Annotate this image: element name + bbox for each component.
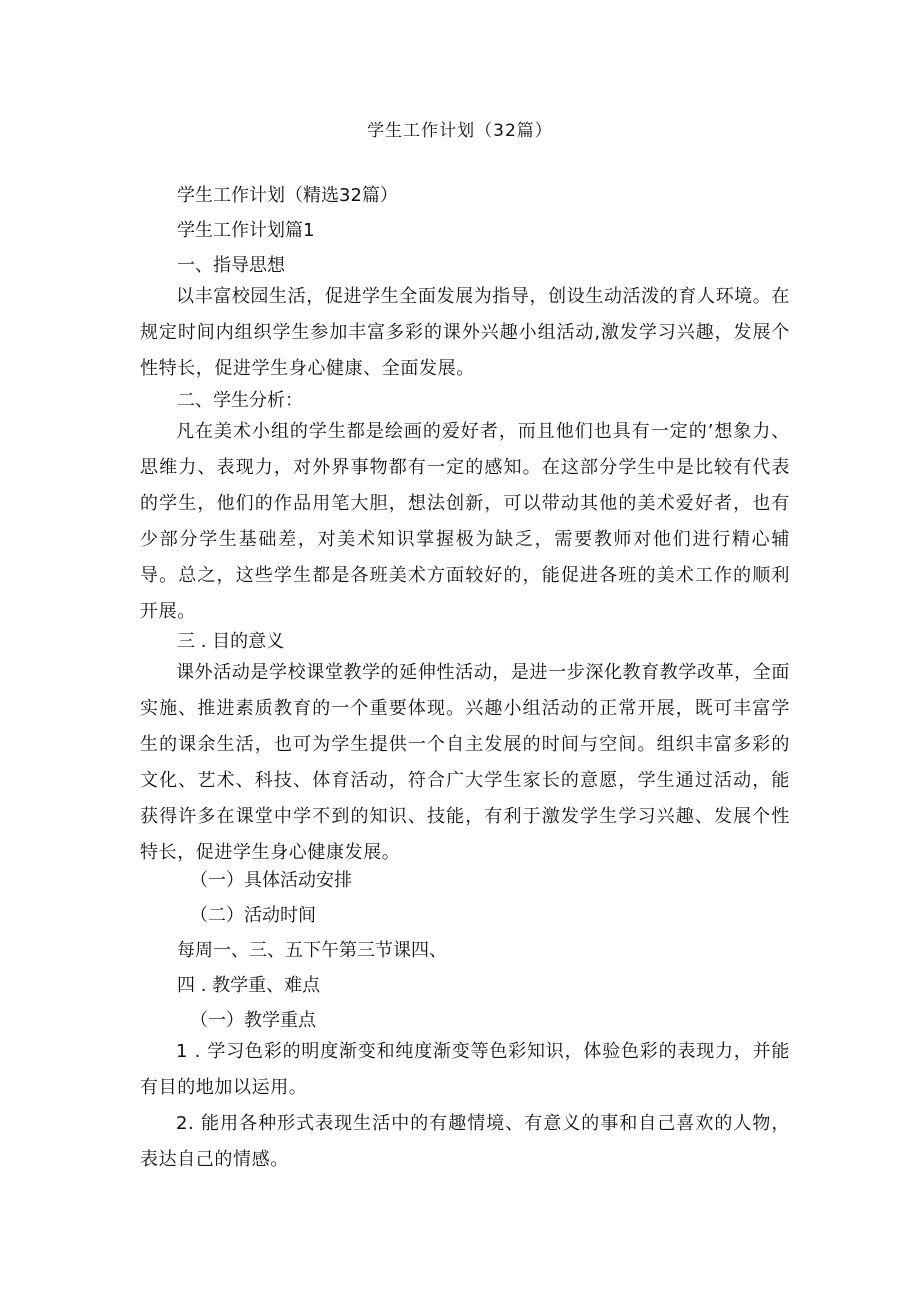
paragraph-student-analysis: 凡在美术小组的学生都是绘画的爱好者，而且他们也具有一定的’想象力、思维力、表现力，对外界事物都有一定的感知。在这部分学生中是比较有代表的学生，他们的作品用笔大胆，想法创新，可以带动其他的美术爱好者，也有少部分学生基础差，对美术知识掌握极为缺乏，需要教师对他们进行精心辅导。总之，这些学生都是各班美术方面较好的，能促进各班的美术工作的顺利开展。 bbox=[140, 421, 790, 622]
sub-heading-activity-time: （二）活动时间 bbox=[190, 905, 316, 926]
document-subtitle: 学生工作计划（精选32篇） bbox=[177, 185, 398, 206]
schedule-line: 每周一、三、五下午第三节课四、 bbox=[177, 940, 447, 961]
heading-student-analysis: 二、学生分析： bbox=[177, 390, 303, 411]
heading-guiding-thought: 一、指导思想 bbox=[177, 255, 285, 276]
section-title: 学生工作计划篇1 bbox=[177, 220, 315, 241]
list-item-2: 2. 能用各种形式表现生活中的有趣情境、有意义的事和自己喜欢的人物，表达自己的情感。 bbox=[140, 1113, 790, 1170]
paragraph-guiding-thought: 以丰富校园生活，促进学生全面发展为指导，创设生动活泼的育人环境。在规定时间内组织学生参加丰富多彩的课外兴趣小组活动,激发学习兴趣，发展个性特长，促进学生身心健康、全面发展。 bbox=[140, 286, 790, 379]
heading-teaching-focus: 四 . 教学重、难点 bbox=[177, 975, 321, 996]
sub-heading-activity-arrangement: （一）具体活动安排 bbox=[190, 870, 352, 891]
list-item-1: 1 . 学习色彩的明度渐变和纯度渐变等色彩知识，体验色彩的表现力，并能有目的地加以运用。 bbox=[140, 1041, 790, 1098]
document-title: 学生工作计划（32篇） bbox=[367, 121, 553, 141]
sub-heading-teaching-key-points: （一）教学重点 bbox=[190, 1010, 316, 1031]
heading-purpose: 三 . 目的意义 bbox=[177, 631, 285, 652]
paragraph-purpose: 课外活动是学校课堂教学的延伸性活动，是进一步深化教育教学改革，全面实施、推进素质教育的一个重要体现。兴趣小组活动的正常开展，既可丰富学生的课余生活，也可为学生提供一个自主发展的时间与空间。组织丰富多彩的文化、艺术、科技、体育活动，符合广大学生家长的意愿，学生通过活动，能获得许多在课堂中学不到的知识、技能，有利于激发学生学习兴趣、发展个性特长，促进学生身心健康发展。 bbox=[140, 662, 790, 863]
